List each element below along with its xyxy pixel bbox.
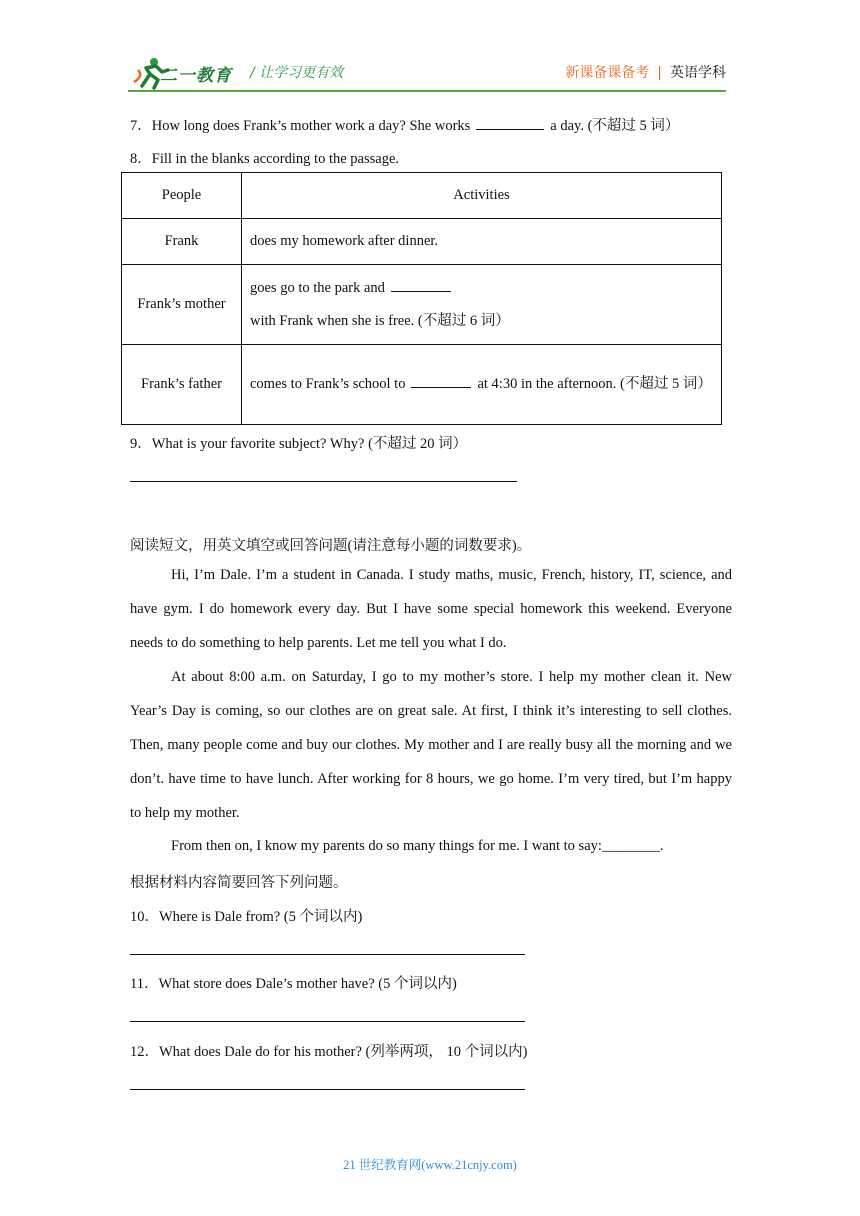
table-header-people: People xyxy=(122,173,242,219)
question-8: 8．Fill in the blanks according to the passage. xyxy=(130,151,400,167)
activity-text-pre: goes go to the park and xyxy=(250,279,385,296)
question-7-prefix: 7．How long does Frank’s mother work a day? She works xyxy=(130,118,471,134)
question-12: 12．What does Dale do for his mother? (列举两项， 10 个词以内) xyxy=(130,1044,528,1060)
passage-paragraph-2: At about 8:00 a.m. on Saturday, I go to my mother’s store. I help my mother clean it. New Year’s Day is coming, so our clothes are on great sale. At first, I think it’s interesting to sell clothes. Then, many people come and buy our clothes. My mother and I are really busy all the morning and we don’t. have time to have lunch. After working for 8 hours, we go home. I’m very tired, but I’m happy to help my mother. xyxy=(130,669,732,821)
question-11-answer-line[interactable] xyxy=(130,1021,525,1022)
father-activity-blank[interactable] xyxy=(411,373,471,389)
header-slogan: / 让学习更有效 xyxy=(250,65,344,81)
question-10: 10．Where is Dale from? (5 个词以内) xyxy=(130,909,363,925)
question-9-answer-line[interactable] xyxy=(130,481,517,482)
question-10-answer-line[interactable] xyxy=(130,954,525,955)
mother-activity-blank[interactable] xyxy=(391,276,451,292)
passage-paragraph-1: Hi, I’m Dale. I’m a student in Canada. I study maths, music, French, history, IT, science, and have gym. I do homework every day. But I have some special homework this weekend. Everyone needs to do something to help parents. Let me tell you what I do. xyxy=(130,567,732,651)
table-header-activities: Activities xyxy=(242,173,722,219)
question-12-answer-line[interactable] xyxy=(130,1089,525,1090)
page-footer[interactable]: 21 世纪教育网(www.21cnjy.com) xyxy=(343,1158,517,1172)
question-7 xyxy=(130,114,679,135)
sub-instruction: 根据材料内容简要回答下列问题。 xyxy=(130,875,348,891)
activity-text-post: with Frank when she is free. (不超过 6 词） xyxy=(250,312,510,329)
question-11: 11．What store does Dale’s mother have? (5 个词以内) xyxy=(130,976,457,992)
subject-label: 英语学科 xyxy=(670,65,726,81)
table-cell-person: Frank xyxy=(122,219,242,265)
activity-text-pre: comes to Frank’s school to xyxy=(250,376,406,392)
question-9: 9．What is your favorite subject? Why? (不超过 20 词） xyxy=(130,436,468,452)
passage-paragraph-3: From then on, I know my parents do so many things for me. I want to say:________. xyxy=(171,838,664,854)
reading-instruction: 阅读短文，用英文填空或回答问题(请注意每小题的词数要求)。 xyxy=(130,538,532,554)
table-header-row xyxy=(122,173,722,219)
brand-separator: | xyxy=(657,65,662,81)
logo-text: 二一教育 xyxy=(160,66,232,86)
page-header xyxy=(128,52,726,92)
question-7-blank[interactable] xyxy=(476,115,544,131)
table-row xyxy=(122,265,722,345)
header-divider xyxy=(128,90,726,92)
activity-text-post: at 4:30 in the afternoon. (不超过 5 词） xyxy=(477,376,712,392)
table-cell-person: Frank’s mother xyxy=(122,265,242,345)
table-row xyxy=(122,345,722,425)
table-cell-person: Frank’s father xyxy=(122,345,242,425)
table-cell-activity xyxy=(242,345,722,425)
table-row xyxy=(122,219,722,265)
table-cell-activity: does my homework after dinner. xyxy=(242,219,722,265)
brand-name: 新课备课备考 xyxy=(565,65,650,81)
table-cell-activity xyxy=(242,265,722,345)
header-brand xyxy=(565,62,726,82)
activities-table xyxy=(121,172,722,425)
question-7-suffix: a day. (不超过 5 词） xyxy=(550,118,680,134)
